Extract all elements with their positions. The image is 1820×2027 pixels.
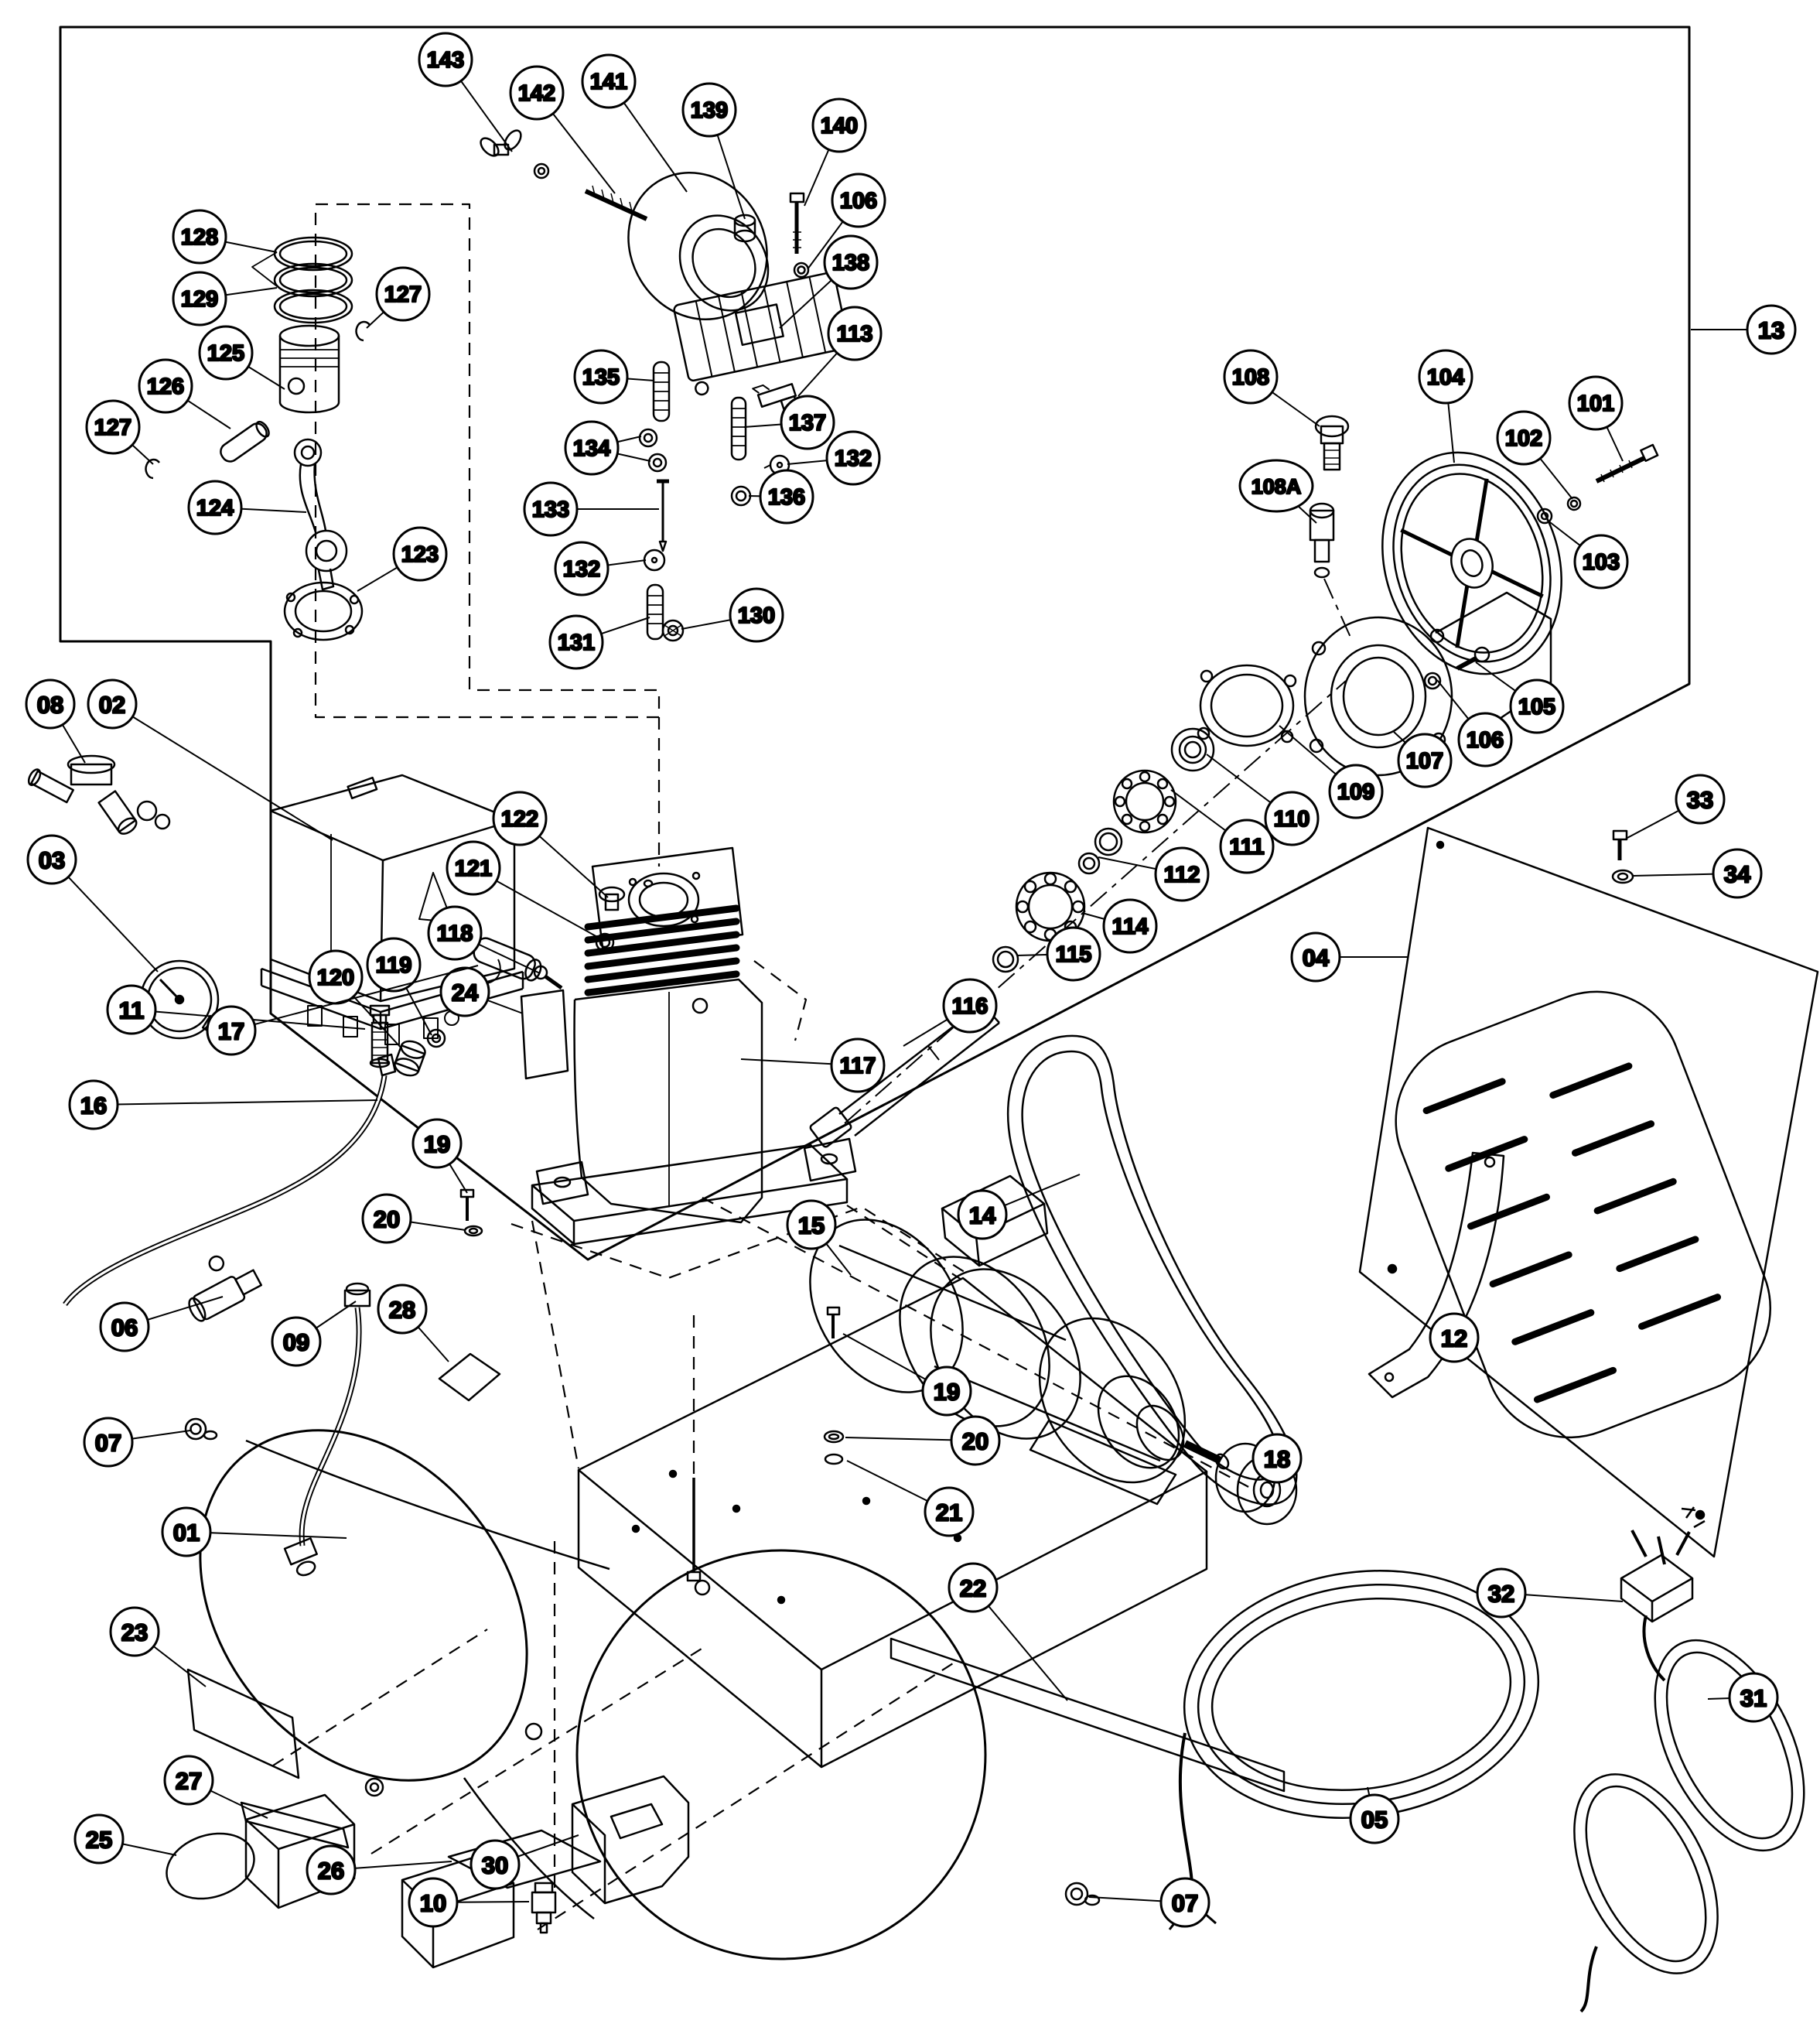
svg-text:131: 131 <box>557 631 596 655</box>
svg-text:106: 106 <box>839 189 878 214</box>
svg-text:120: 120 <box>316 966 355 990</box>
svg-text:34: 34 <box>1723 860 1751 888</box>
svg-text:02: 02 <box>98 691 126 719</box>
svg-text:132: 132 <box>834 446 872 471</box>
svg-text:108: 108 <box>1231 365 1270 390</box>
svg-text:122: 122 <box>500 807 539 832</box>
balloon-108-26 <box>1224 350 1320 426</box>
balloon-04-51 <box>1292 933 1408 981</box>
svg-text:135: 135 <box>582 365 620 390</box>
svg-text:126: 126 <box>146 374 185 399</box>
svg-text:138: 138 <box>831 251 870 275</box>
balloon-127-14 <box>87 401 153 464</box>
svg-text:24: 24 <box>451 979 479 1007</box>
valve-nut-130 <box>663 620 683 641</box>
svg-text:06: 06 <box>111 1314 138 1342</box>
svg-text:07: 07 <box>94 1429 122 1457</box>
balloon-124-15 <box>189 481 306 534</box>
svg-text:18: 18 <box>1263 1445 1291 1473</box>
balloon-22-60 <box>949 1564 1067 1701</box>
balloon-33-52 <box>1626 775 1724 839</box>
balloon-30-77 <box>471 1835 579 1889</box>
power-cord-31 <box>1545 1617 1820 2012</box>
svg-text:127: 127 <box>94 415 132 440</box>
balloon-13-8 <box>1691 306 1795 354</box>
balloon-18-56 <box>1253 1434 1301 1482</box>
balloon-16-68 <box>70 1081 377 1129</box>
cooling-fins <box>588 908 736 993</box>
svg-text:114: 114 <box>1111 914 1149 939</box>
motor-ring-21 <box>825 1454 842 1464</box>
svg-text:108A: 108A <box>1251 475 1302 498</box>
balloon-107-34 <box>1394 732 1451 787</box>
svg-text:123: 123 <box>401 542 439 567</box>
balloon-23-73 <box>111 1608 206 1687</box>
ring-113b <box>1095 829 1122 855</box>
balloon-129-10 <box>173 272 277 325</box>
motor-15 <box>779 1176 1231 1509</box>
belt-guard-group <box>1360 828 1818 1557</box>
svg-text:33: 33 <box>1686 786 1714 814</box>
balloon-09-70 <box>272 1301 356 1366</box>
svg-text:20: 20 <box>373 1205 401 1233</box>
svg-text:106: 106 <box>1466 728 1504 753</box>
flywheel-104 <box>1354 429 1589 698</box>
valve-spring-131 <box>647 585 663 639</box>
support-bar-22 <box>891 1639 1284 1791</box>
balloon-127-11 <box>367 268 429 328</box>
balloon-28-62 <box>378 1285 449 1362</box>
label-27 <box>241 1803 348 1848</box>
svg-text:32: 32 <box>1487 1580 1515 1608</box>
balloon-25-75 <box>75 1815 176 1863</box>
label-25-oval <box>158 1823 262 1909</box>
svg-text:105: 105 <box>1518 695 1556 720</box>
balloon-05-79 <box>1350 1787 1398 1843</box>
svg-text:113: 113 <box>836 322 873 347</box>
svg-text:115: 115 <box>1055 942 1092 967</box>
svg-text:142: 142 <box>517 81 556 106</box>
balloon-143-0 <box>419 33 512 152</box>
safety-valve-08 <box>26 756 169 837</box>
balloon-112-38 <box>1098 848 1208 901</box>
svg-text:03: 03 <box>38 846 66 874</box>
svg-text:11: 11 <box>118 996 145 1024</box>
pipe-plug-07a <box>186 1419 217 1439</box>
svg-text:117: 117 <box>839 1054 876 1078</box>
balloon-01-72 <box>162 1508 347 1556</box>
svg-text:125: 125 <box>207 341 245 366</box>
balloon-123-16 <box>357 528 446 591</box>
washer-20L <box>465 1226 482 1236</box>
filter-housing-141 <box>601 146 794 345</box>
guard-screw-33 <box>1613 831 1627 860</box>
bearing-ring-gasket-123 <box>285 583 362 640</box>
balloon-07-80 <box>1089 1878 1209 1926</box>
balloon-104-27 <box>1419 350 1472 463</box>
svg-text:132: 132 <box>562 557 601 582</box>
bolt-101 <box>1596 445 1658 482</box>
svg-text:127: 127 <box>384 282 422 307</box>
svg-text:112: 112 <box>1163 863 1200 887</box>
svg-text:21: 21 <box>935 1499 963 1526</box>
balloon-02-64 <box>88 680 333 840</box>
balloon-137-18 <box>744 396 834 449</box>
oil-plug-122 <box>599 887 624 910</box>
screw-118 <box>534 966 562 988</box>
svg-text:26: 26 <box>317 1857 345 1885</box>
balloon-06-69 <box>101 1297 223 1351</box>
svg-text:17: 17 <box>217 1017 245 1045</box>
svg-text:13: 13 <box>1757 316 1785 344</box>
svg-text:14: 14 <box>968 1202 996 1229</box>
breather-fitting-108 <box>1316 416 1348 470</box>
air-filter-assembly <box>477 128 794 346</box>
motor-bolt-19R <box>828 1307 839 1338</box>
bearing-110 <box>1172 729 1214 771</box>
balloon-20-58 <box>845 1417 999 1465</box>
filter-element-139 <box>735 215 755 241</box>
pipe-plug-07b <box>1066 1883 1099 1905</box>
svg-text:31: 31 <box>1740 1684 1767 1712</box>
svg-text:23: 23 <box>121 1619 149 1646</box>
svg-text:107: 107 <box>1405 749 1444 774</box>
balloon-134-19 <box>565 422 650 474</box>
nut-102 <box>1568 497 1580 510</box>
gasket-109 <box>1198 665 1296 746</box>
nut-106 <box>794 263 808 277</box>
motor-washer-20R <box>825 1431 843 1442</box>
svg-text:137: 137 <box>788 411 827 436</box>
motor-group <box>688 1036 1296 1581</box>
balloon-101-28 <box>1569 377 1623 461</box>
svg-text:109: 109 <box>1337 780 1375 805</box>
svg-text:09: 09 <box>282 1328 310 1356</box>
balloon-32-82 <box>1477 1569 1623 1617</box>
svg-text:140: 140 <box>820 114 859 138</box>
svg-text:16: 16 <box>80 1092 108 1119</box>
svg-text:134: 134 <box>572 436 611 461</box>
svg-text:124: 124 <box>196 496 234 521</box>
balloon-130-25 <box>681 589 783 641</box>
svg-text:08: 08 <box>36 691 64 719</box>
svg-text:01: 01 <box>172 1519 200 1547</box>
svg-text:30: 30 <box>481 1851 509 1879</box>
valve-ring-136 <box>732 487 750 505</box>
svg-text:101: 101 <box>1576 391 1615 416</box>
balloon-135-17 <box>575 350 654 403</box>
balloon-10-78 <box>409 1878 529 1926</box>
guard-washer-34 <box>1613 870 1633 883</box>
valve-spring-137 <box>732 398 746 460</box>
power-plug-32 <box>1621 1507 1705 1680</box>
air-tank-01 <box>133 1366 985 1959</box>
balloon-31-81 <box>1708 1673 1777 1721</box>
balloon-132-23 <box>555 542 646 595</box>
svg-text:20: 20 <box>961 1427 989 1455</box>
guard-bracket-12 <box>1369 1153 1504 1397</box>
svg-text:12: 12 <box>1440 1325 1468 1352</box>
svg-text:116: 116 <box>951 994 989 1019</box>
valve-plate-24 <box>521 990 568 1078</box>
head-bolt-140 <box>790 193 804 254</box>
valve-stem-133 <box>657 481 669 551</box>
balloon-07-71 <box>84 1418 190 1466</box>
check-valve-06 <box>173 1243 263 1324</box>
balloon-27-74 <box>165 1756 268 1818</box>
svg-text:133: 133 <box>531 497 570 522</box>
svg-text:128: 128 <box>180 225 219 250</box>
balloon-15-61 <box>787 1201 851 1275</box>
svg-text:143: 143 <box>426 48 465 73</box>
svg-text:28: 28 <box>388 1296 416 1324</box>
balloon-19-49 <box>413 1119 467 1193</box>
svg-text:119: 119 <box>375 953 412 978</box>
balloon-12-54 <box>1430 1314 1478 1362</box>
svg-text:04: 04 <box>1302 944 1330 972</box>
svg-text:103: 103 <box>1582 550 1620 575</box>
svg-text:05: 05 <box>1361 1806 1388 1834</box>
svg-text:104: 104 <box>1426 365 1465 390</box>
svg-text:111: 111 <box>1229 835 1265 860</box>
balloon-08-63 <box>26 680 85 763</box>
balloon-20-50 <box>363 1195 466 1243</box>
foot-bracket-30 <box>572 1776 688 1903</box>
balloon-03-65 <box>28 836 158 972</box>
svg-text:141: 141 <box>589 70 628 94</box>
svg-text:27: 27 <box>175 1767 203 1795</box>
connecting-rod-124 <box>295 439 347 590</box>
svg-text:130: 130 <box>737 603 776 628</box>
svg-text:19: 19 <box>933 1378 961 1406</box>
balloon-108A-30 <box>1240 460 1316 523</box>
svg-text:19: 19 <box>423 1130 451 1158</box>
belt-guard-04 <box>1360 828 1818 1557</box>
piston-125 <box>280 326 339 412</box>
svg-text:10: 10 <box>419 1889 447 1917</box>
balloon-19-57 <box>843 1334 971 1415</box>
svg-text:121: 121 <box>454 856 493 881</box>
balloon-139-3 <box>683 84 745 219</box>
valve-spring-135 <box>654 362 669 421</box>
balloon-125-12 <box>200 326 285 389</box>
svg-text:129: 129 <box>180 287 219 312</box>
svg-text:118: 118 <box>436 921 473 946</box>
svg-text:07: 07 <box>1171 1889 1199 1917</box>
bearing-111 <box>1114 771 1176 832</box>
spacer-ring-115 <box>993 947 1018 972</box>
svg-text:110: 110 <box>1273 807 1310 832</box>
fitting-108A <box>1310 504 1333 577</box>
balloon-131-24 <box>550 616 650 668</box>
svg-text:139: 139 <box>690 98 729 123</box>
valve-disc-132 <box>644 550 664 570</box>
balloon-133-22 <box>524 483 659 535</box>
svg-text:25: 25 <box>85 1826 113 1854</box>
balloon-122-43 <box>493 792 608 897</box>
svg-text:15: 15 <box>797 1212 825 1239</box>
balloon-113-7 <box>798 307 881 396</box>
washer-112 <box>1079 853 1099 873</box>
svg-text:136: 136 <box>767 485 806 510</box>
svg-text:102: 102 <box>1504 426 1543 451</box>
balloon-128-9 <box>173 210 277 263</box>
screw-19L <box>461 1190 473 1221</box>
balloon-136-21 <box>749 470 813 523</box>
v-belt-14 <box>1008 1036 1296 1505</box>
balloon-115-40 <box>1017 928 1100 980</box>
svg-text:22: 22 <box>959 1574 987 1602</box>
valve-washers-134 <box>640 429 666 471</box>
wing-nut-143 <box>477 128 548 178</box>
balloon-34-53 <box>1634 849 1761 897</box>
